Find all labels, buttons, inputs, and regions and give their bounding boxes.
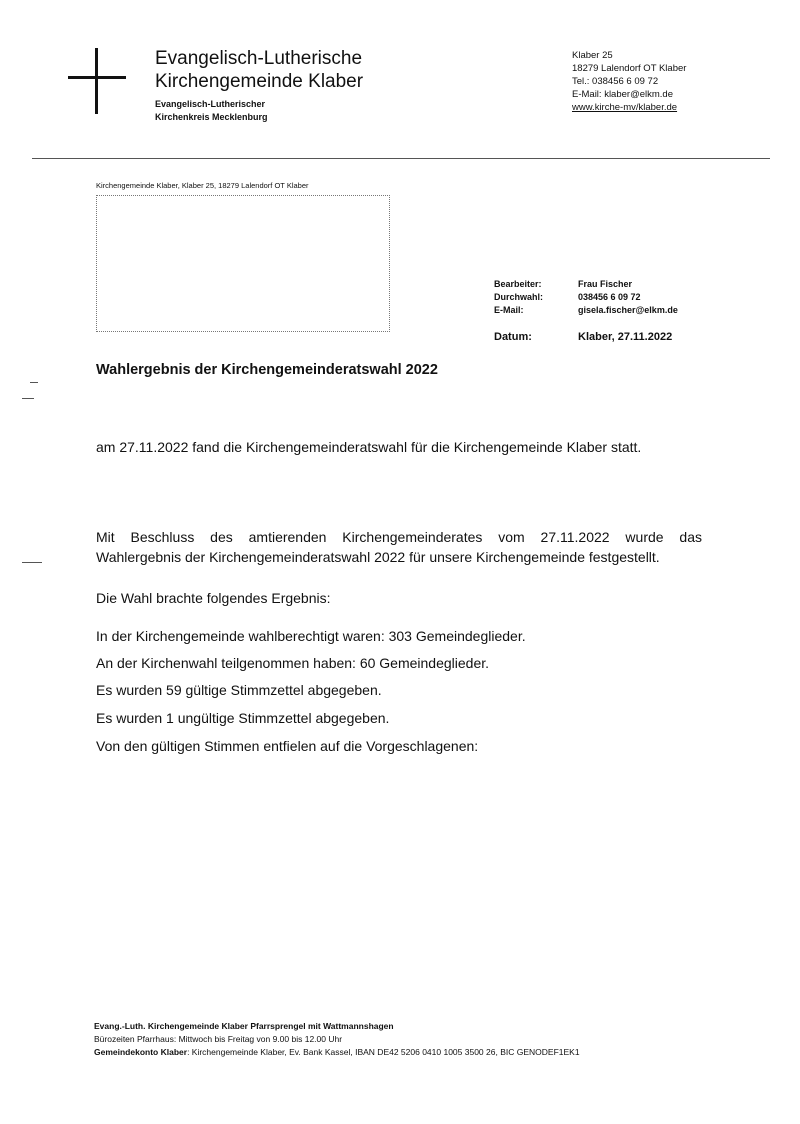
fold-mark-top xyxy=(30,382,38,383)
result-line-3: Es wurden 59 gültige Stimmzettel abgegeben. xyxy=(96,682,382,698)
org-name-line1: Evangelisch-Lutherische xyxy=(155,48,363,69)
result-line-2: An der Kirchenwahl teilgenommen haben: 60 Gemeindeglieder. xyxy=(96,655,490,671)
district-line2: Kirchenkreis Mecklenburg xyxy=(155,112,268,122)
address-phone: Tel.: 038456 6 09 72 xyxy=(572,76,659,87)
datum-value: Klaber, 27.11.2022 xyxy=(578,331,673,343)
address-email: E-Mail: klaber@elkm.de xyxy=(572,89,673,100)
org-name-line2: Kirchengemeinde Klaber xyxy=(155,71,364,92)
district-line1: Evangelisch-Lutherischer xyxy=(155,99,266,109)
address-city: 18279 Lalendorf OT Klaber xyxy=(572,63,687,74)
address-street: Klaber 25 xyxy=(572,50,613,61)
fold-mark-middle xyxy=(22,562,42,563)
body-paragraph-2-line-2: Wahlergebnis der Kirchengemeinderatswahl 2022 für unsere Kirchengemeinde festgestellt. xyxy=(96,549,660,565)
email-value: gisela.fischer@elkm.de xyxy=(578,305,678,315)
bearbeiter-value: Frau Fischer xyxy=(578,279,633,289)
footer-line-2: Bürozeiten Pfarrhaus: Mittwoch bis Freitag von 9.00 bis 12.00 Uhr xyxy=(94,1034,343,1044)
address-window xyxy=(96,195,390,332)
footer-account-details: : Kirchengemeinde Klaber, Ev. Bank Kassel, IBAN DE42 5206 0410 1005 3500 26, BIC GENODEF1EK1 xyxy=(187,1047,580,1057)
address-web-link[interactable]: www.kirche-mv/klaber.de xyxy=(572,102,678,113)
sender-line: Kirchengemeinde Klaber, Klaber 25, 18279 Lalendorf OT Klaber xyxy=(96,181,309,190)
footer-line-3 xyxy=(94,1046,580,1059)
body-paragraph-3: Die Wahl brachte folgendes Ergebnis: xyxy=(96,590,331,606)
bearbeiter-label: Bearbeiter: xyxy=(494,279,542,289)
durchwahl-label: Durchwahl: xyxy=(494,292,544,302)
result-line-4: Es wurden 1 ungültige Stimmzettel abgegeben. xyxy=(96,710,390,726)
header-divider xyxy=(32,158,770,159)
footer-line-1: Evang.-Luth. Kirchengemeinde Klaber Pfarrsprengel mit Wattmannshagen xyxy=(94,1021,394,1031)
punch-mark xyxy=(22,398,34,399)
email-label: E-Mail: xyxy=(494,305,524,315)
result-line-1: In der Kirchengemeinde wahlberechtigt waren: 303 Gemeindeglieder. xyxy=(96,628,526,644)
footer-account-label: Gemeindekonto Klaber xyxy=(94,1047,188,1057)
result-line-5: Von den gültigen Stimmen entfielen auf die Vorgeschlagenen: xyxy=(96,738,479,754)
body-paragraph-1: am 27.11.2022 fand die Kirchengemeinderatswahl für die Kirchengemeinde Klaber statt. xyxy=(96,439,642,455)
durchwahl-value: 038456 6 09 72 xyxy=(578,292,641,302)
body-paragraph-2-line-1: Mit Beschluss des amtierenden Kirchengemeinderates vom 27.11.2022 wurde das xyxy=(96,529,702,545)
letter-subject: Wahlergebnis der Kirchengemeinderatswahl 2022 xyxy=(96,362,438,378)
datum-label: Datum: xyxy=(494,331,532,343)
